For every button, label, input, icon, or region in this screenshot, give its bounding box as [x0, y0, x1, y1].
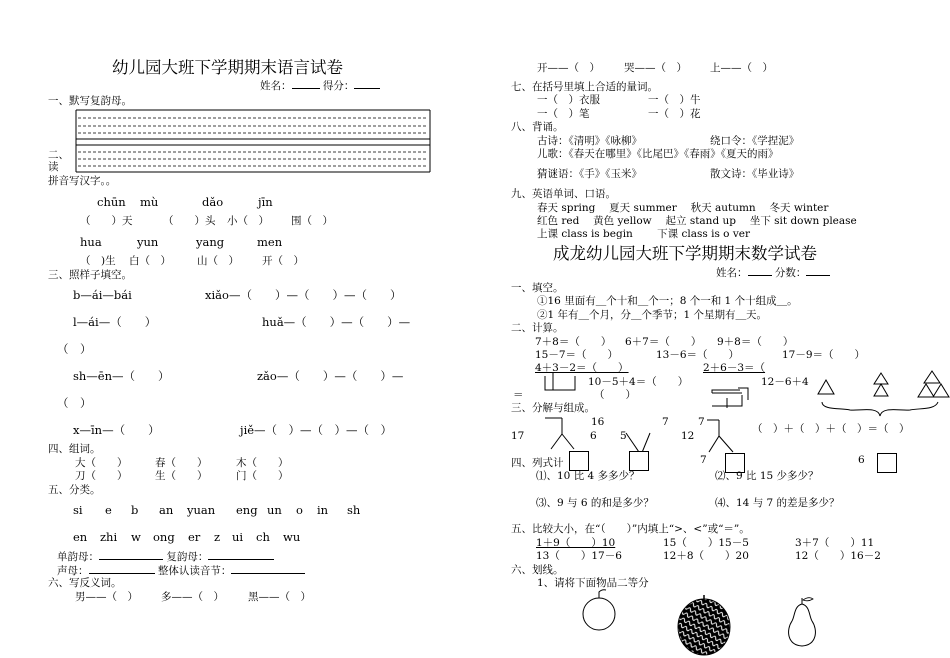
calc-1: 7＋8＝（ ）: [535, 336, 612, 348]
char-blank-7: 山（ ）: [197, 255, 239, 267]
class-item: sh: [347, 503, 361, 517]
class-item: wu: [283, 530, 301, 544]
pattern-2c: （ ）: [57, 342, 92, 356]
pattern-2b: huǎ—（ ）—（ ）—: [262, 315, 411, 329]
math-name-label: 姓名：: [716, 267, 748, 279]
measure-2: 一（ ）牛: [648, 94, 701, 106]
word-problem-2: ⑵、9 比 15 少多少？: [715, 470, 819, 482]
antonym-3: 黑——（ ）: [248, 591, 311, 603]
class-item: zhi: [100, 530, 118, 544]
side-number-6: 6: [858, 454, 865, 466]
pattern-1b: xiǎo—（ ）—（ ）—（ ）: [205, 288, 402, 302]
section-9-heading: 九、英语单词、口语。: [511, 188, 616, 200]
shape-expression: （ ）＋（ ）＋（ ）＝（ ）: [752, 423, 910, 435]
char-blank-1: （ ）天: [80, 215, 133, 227]
compare-6: 12（ ）16－2: [795, 550, 881, 562]
word-3: 木（ ）: [236, 457, 289, 469]
calc-8: 2＋6－3＝（: [703, 362, 766, 374]
word-4: 刀（ ）: [75, 470, 128, 482]
measure-1: 一（ ）衣服: [537, 94, 600, 106]
compare-5: 12＋8（ ）20: [663, 550, 749, 562]
class-item: eng: [236, 503, 258, 517]
calc-9: 10－5＋4＝（ ）: [588, 376, 689, 388]
word-problem-3: ⑶、9 与 6 的和是多少？: [536, 497, 654, 509]
pattern-3c: （ ）: [57, 396, 92, 410]
class-item: ch: [256, 530, 270, 544]
math-exam-title: 成龙幼儿园大班下学期期末数学试卷: [553, 244, 817, 263]
class-item: e: [105, 503, 112, 517]
char-blank-5: （ )生: [80, 255, 116, 267]
calc-3: 9＋8＝（ ）: [717, 336, 794, 348]
decomp-number: 7: [698, 416, 705, 428]
score-label: 得分：: [322, 80, 355, 92]
pattern-3b: zǎo—（ ）—（ ）—: [257, 369, 404, 383]
recite-songs: 儿歌：《春天在哪里》《比尾巴》《春雨》《夏天的雨》: [537, 148, 779, 160]
calc-10: 12－6＋4: [761, 376, 809, 388]
pinyin-2: mù: [140, 195, 159, 209]
word-problem-4: ⑷、14 与 7 的差是多少？: [715, 497, 840, 509]
class-item: en: [73, 530, 88, 544]
class-item: w: [131, 530, 141, 544]
antonym-6: 上——（ ）: [710, 62, 773, 74]
class-item: in: [317, 503, 329, 517]
calc-5: 13－6＝（ ）: [656, 349, 740, 361]
math-section-1-heading: 一、填空。: [511, 282, 564, 294]
math-section-6-heading: 六、划线。: [511, 564, 564, 576]
math-section-2-heading: 二、计算。: [511, 322, 564, 334]
math-score-label: 分数：: [774, 267, 807, 279]
pear-icon: [789, 598, 816, 646]
pinyin-4: jīn: [258, 195, 273, 209]
class-item: z: [214, 530, 221, 544]
compare-3: 3＋7（ ）11: [795, 537, 875, 549]
section-3-heading: 三、照样子填空。: [48, 269, 132, 281]
recite-prose: 散文诗：《毕业诗》: [710, 168, 800, 180]
section-4-heading: 四、组词。: [48, 443, 101, 455]
char-blank-6: 白（ ）: [129, 255, 171, 267]
word-6: 门（ ）: [236, 470, 289, 482]
class-item: si: [73, 503, 83, 517]
calc-equals: ＝: [513, 389, 524, 401]
word-1: 大（ ）: [75, 457, 128, 469]
calc-4: 15－7＝（ ）: [535, 349, 619, 361]
watermelon-icon: [678, 595, 730, 655]
antonym-4: 开——（ ）: [537, 62, 600, 74]
english-line-1: 春天 spring 夏天 summer 秋天 autumn 冬天 winter: [537, 202, 829, 214]
section-8-heading: 八、背诵。: [511, 121, 564, 133]
calc-2: 6＋7＝（ ）: [625, 336, 702, 348]
recite-tongue-twister: 绕口令：《学捏泥》: [710, 135, 800, 147]
calc-6: 17－9＝（ ）: [782, 349, 866, 361]
class-item: ui: [232, 530, 244, 544]
class-item: un: [267, 503, 282, 517]
section-6-heading: 六、写反义词。: [48, 577, 122, 589]
pattern-3a: sh—ēn—（ ）: [73, 369, 170, 383]
char-blank-2: （ ）头: [163, 215, 216, 227]
section-2-heading-c: 拼音写汉字。。: [48, 175, 117, 187]
pinyin-6: yun: [137, 235, 159, 249]
calc-answer-blank: （ ）: [594, 389, 636, 401]
char-blank-4: 围（ ）: [291, 215, 333, 227]
decomp-number: 6: [590, 430, 597, 442]
antonym-2: 多——（ ）: [161, 591, 224, 603]
english-line-3: 上课 class is begin 下课 class is o ver: [537, 228, 751, 240]
english-line-2: 红色 red 黄色 yellow 起立 stand up 坐下 sit down please: [537, 215, 857, 227]
pattern-1a: b—ái—bái: [73, 288, 132, 302]
class-item: o: [296, 503, 303, 517]
math-section-4-heading: 四、列式计: [511, 457, 564, 469]
decomp-number: 7: [662, 416, 669, 428]
language-exam-title: 幼儿园大班下学期期末语言试卷: [112, 58, 343, 77]
pattern-4a: x—īn—（ ）: [73, 423, 160, 437]
class-item: ong: [153, 530, 175, 544]
fill-question-1: ①16 里面有＿个十和＿个一；8 个一和 1 个十组成＿。: [537, 295, 798, 307]
decomp-number: 5: [620, 430, 627, 442]
divide-instruction: 1、请将下面物品二等分: [537, 577, 649, 589]
measure-3: 一（ ）笔: [537, 108, 590, 120]
pinyin-5: hua: [80, 235, 102, 249]
word-2: 春（ ）: [155, 457, 208, 469]
pinyin-3: dǎo: [202, 195, 224, 209]
pattern-2a: l—ái—（ ）: [73, 315, 157, 329]
class-item: yuan: [187, 503, 216, 517]
word-problem-1: ⑴、10 比 4 多多少？: [536, 470, 640, 482]
recite-poems: 古诗：《清明》《咏柳》: [537, 135, 642, 147]
fuyun-label: 复韵母：: [166, 551, 209, 563]
compare-2: 15（ ）15－5: [663, 537, 749, 549]
antonym-1: 男——（ ）: [75, 591, 138, 603]
apple-icon: [583, 590, 615, 630]
math-section-5-heading: 五、比较大小，在“（ ）”内填上“>、<”或“＝”。: [511, 523, 750, 535]
compare-1: 1＋9（ ）10: [536, 537, 616, 549]
class-item: b: [131, 503, 139, 517]
section-5-heading: 五、分类。: [48, 484, 101, 496]
word-5: 生（ ）: [155, 470, 208, 482]
decomp-number: 16: [591, 416, 605, 428]
calc-7: 4＋3－2＝（ ）: [535, 362, 629, 374]
measure-4: 一（ ）花: [648, 108, 701, 120]
antonym-5: 哭——（ ）: [624, 62, 687, 74]
recite-riddles: 猜谜语：《手》《玉米》: [537, 168, 642, 180]
pinyin-8: men: [257, 235, 283, 249]
math-section-3-heading: 三、分解与组成。: [511, 402, 595, 414]
class-item: an: [159, 503, 174, 517]
char-blank-8: 开（ ）: [262, 255, 304, 267]
side-number-7: 7: [700, 454, 707, 466]
section-2-heading-a: 二、: [48, 149, 69, 161]
shengmu-label: 声母：: [57, 565, 89, 577]
decomp-number: 12: [681, 430, 695, 442]
pinyin-1: chūn: [97, 195, 126, 209]
section-2-heading-b: 读: [48, 161, 59, 173]
decomp-number: 17: [511, 430, 525, 442]
compare-4: 13（ ）17－6: [536, 550, 622, 562]
char-blank-3: 小（ ）: [227, 215, 269, 227]
name-label: 姓名：: [260, 80, 292, 92]
danyun-label: 单韵母：: [57, 551, 99, 563]
section-1-heading: 一、默写复韵母。: [48, 95, 132, 107]
class-item: er: [188, 530, 201, 544]
pattern-4b: jiě—（ ）—（ ）—（ ）: [240, 423, 393, 437]
section-7-heading: 七、在括号里填上合适的量词。: [511, 81, 658, 93]
fill-question-2: ②1 年有＿个月，分＿个季节；1 个星期有＿天。: [537, 309, 768, 321]
pinyin-7: yang: [196, 235, 225, 249]
zhengti-label: 整体认读音节：: [157, 565, 232, 577]
